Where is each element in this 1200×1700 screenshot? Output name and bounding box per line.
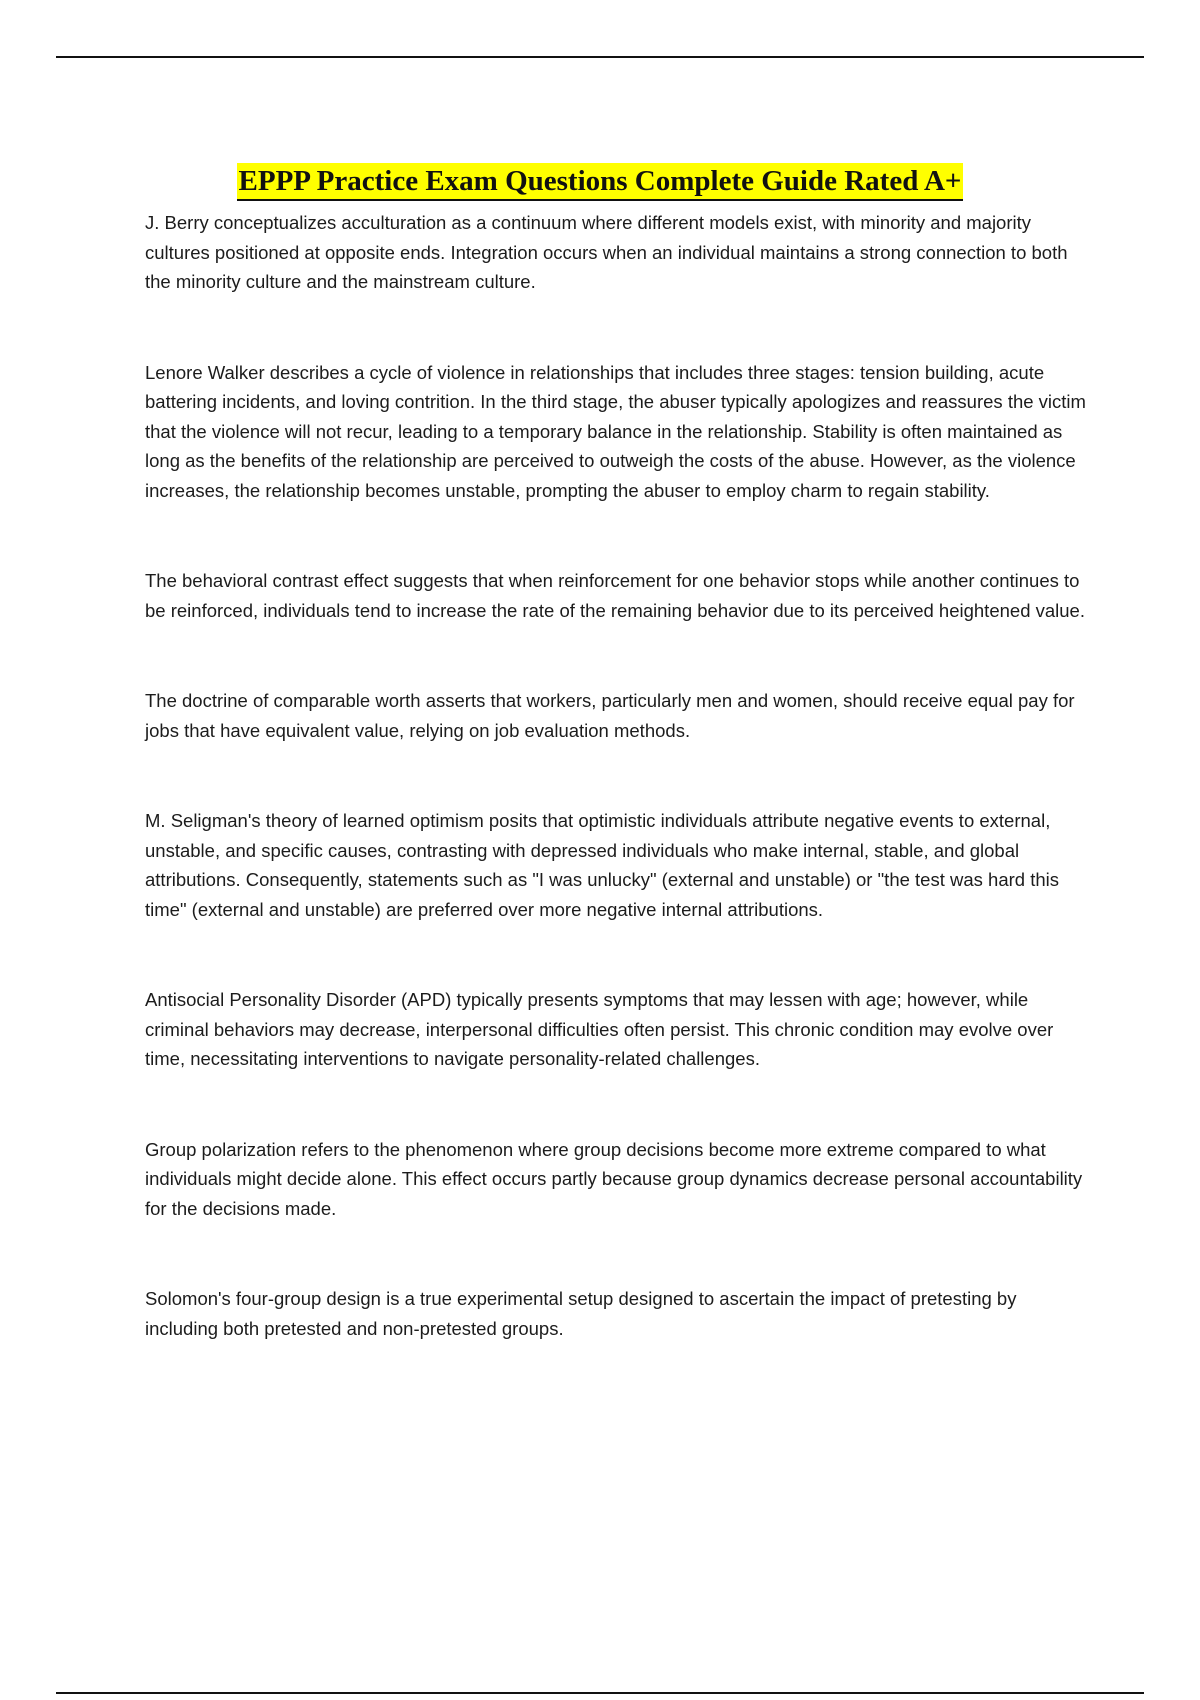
top-horizontal-rule xyxy=(56,56,1144,58)
paragraph-group-polarization: Group polarization refers to the phenomenon where group decisions become more extreme compared to what individuals might decide alone. This effect occurs partly because group dynamics decrease personal accountability for the decisions made. xyxy=(145,1138,1083,1219)
paragraph-comparable-worth: The doctrine of comparable worth asserts that workers, particularly men and women, should receive equal pay for jobs that have equivalent value, relying on job evaluation methods. xyxy=(145,690,1075,741)
document-body xyxy=(145,208,1090,1404)
page-title: EPPP Practice Exam Questions Complete Guide Rated A+ xyxy=(237,163,964,201)
paragraph-behavioral-contrast: The behavioral contrast effect suggests that when reinforcement for one behavior stops while another continues to be reinforced, individuals tend to increase the rate of the remaining behavior due to its perceived heightened value. xyxy=(145,570,1085,621)
paragraph-antisocial-personality: Antisocial Personality Disorder (APD) typically presents symptoms that may lessen with age; however, while criminal behaviors may decrease, interpersonal difficulties often persist. This chronic condition may evolve over time, necessitating interventions to navigate personality-related challenges. xyxy=(145,989,1054,1069)
paragraph-acculturation: J. Berry conceptualizes acculturation as a continuum where different models exist, with minority and majority cultures positioned at opposite ends. Integration occurs when an individual maintains a strong connection to both the minority culture and the mainstream culture. xyxy=(145,212,1068,292)
paragraph-solomon-design: Solomon's four-group design is a true experimental setup designed to ascertain the impact of pretesting by including both pretested and non-pretested groups. xyxy=(145,1288,1017,1339)
bottom-horizontal-rule xyxy=(56,1692,1144,1694)
paragraph-learned-optimism: M. Seligman's theory of learned optimism posits that optimistic individuals attribute negative events to external, unstable, and specific causes, contrasting with depressed individuals who make internal, stable, and global attributions. Consequently, statements such as "I was unlucky" (external and unstable) or "the test was hard this time" (external and unstable) are preferred over more negative internal attributions. xyxy=(145,810,1059,920)
paragraph-cycle-of-violence: Lenore Walker describes a cycle of violence in relationships that includes three stages: tension building, acute battering incidents, and loving contrition. In the third stage, the abuser typically apologizes and reassures the victim that the violence will not recur, leading to a temporary balance in the relationship. Stability is often maintained as long as the benefits of the relationship are perceived to outweigh the costs of the abuse. However, as the violence increases, the relationship becomes unstable, prompting the abuser to employ charm to regain stability. xyxy=(145,361,1086,501)
